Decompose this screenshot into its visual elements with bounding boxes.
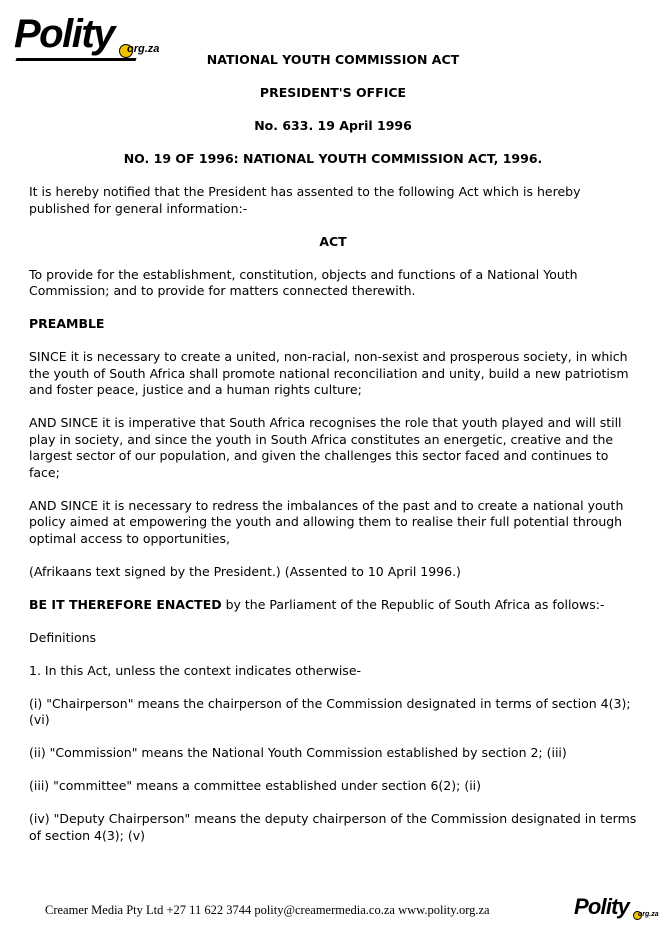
polity-logo-footer	[574, 894, 659, 927]
page-footer	[0, 893, 662, 929]
definitions-heading: Definitions	[29, 629, 97, 645]
section-1: 1. In this Act, unless the context indicates otherwise-	[29, 662, 362, 678]
definition-iii: (iii) "committee" means a committee established under section 6(2); (ii)	[29, 778, 482, 793]
preamble-paragraph-1: SINCE it is necessary to create a united, non-racial, non-sexist and prosperous society, in which the youth of South Africa shall promote national reconciliation and unity, build a new patriotism and foster peace, justice and a human rights culture;	[29, 349, 629, 397]
act-number: NO. 19 OF 1996: NATIONAL YOUTH COMMISSION ACT, 1996.	[123, 151, 543, 166]
purpose-paragraph: To provide for the establishment, constitution, objects and functions of a National Youth Commission; and to provide for matters connected therewith.	[29, 266, 578, 298]
act-heading: ACT	[319, 233, 347, 249]
document-title: NATIONAL YOUTH COMMISSION ACT	[206, 52, 460, 67]
notice-number: No. 633. 19 April 1996	[254, 118, 412, 133]
enacted-bold: BE IT THEREFORE ENACTED	[29, 596, 222, 612]
footer-logo-wordmark: Polity	[574, 894, 630, 919]
enacted-rest: by the Parliament of the Republic of South Africa as follows:-	[221, 596, 605, 612]
preamble-paragraph-3: AND SINCE it is necessary to redress the imbalances of the past and to create a national youth policy aimed at empowering the youth and allowing them to realise their full potential through optimal access to opportunities,	[29, 497, 624, 546]
definition-iv: (iv) "Deputy Chairperson" means the deputy chairperson of the Commission designated in terms of section 4(3); (v)	[29, 811, 637, 843]
footer-contact: Creamer Media Pty Ltd +27 11 622 3744 polity@creamermedia.co.za www.polity.org.za	[45, 903, 490, 917]
logo-suffix: org.za	[127, 43, 160, 55]
definition-ii: (ii) "Commission" means the National Youth Commission established by section 2; (iii)	[29, 745, 567, 760]
preamble-paragraph-2: AND SINCE it is imperative that South Africa recognises the role that youth played and will still play in society, and since the youth in South Africa constitutes an energetic, creative and the largest sector of our population, and given the challenges this sector faced and continues to face;	[29, 415, 622, 480]
definition-i: (i) "Chairperson" means the chairperson of the Commission designated in terms of section 4(3); (vi)	[29, 695, 631, 727]
logo-wordmark: Polity	[14, 12, 114, 56]
enacted-paragraph	[29, 597, 637, 614]
footer-logo-suffix: org.za	[638, 911, 659, 918]
preamble-heading: PREAMBLE	[29, 316, 105, 331]
intro-paragraph: It is hereby notified that the President has assented to the following Act which is hereby published for general information:-	[29, 184, 581, 216]
document-body	[29, 52, 637, 861]
assent-note: (Afrikaans text signed by the President.) (Assented to 10 April 1996.)	[29, 563, 461, 579]
office-heading: PRESIDENT'S OFFICE	[259, 85, 407, 100]
